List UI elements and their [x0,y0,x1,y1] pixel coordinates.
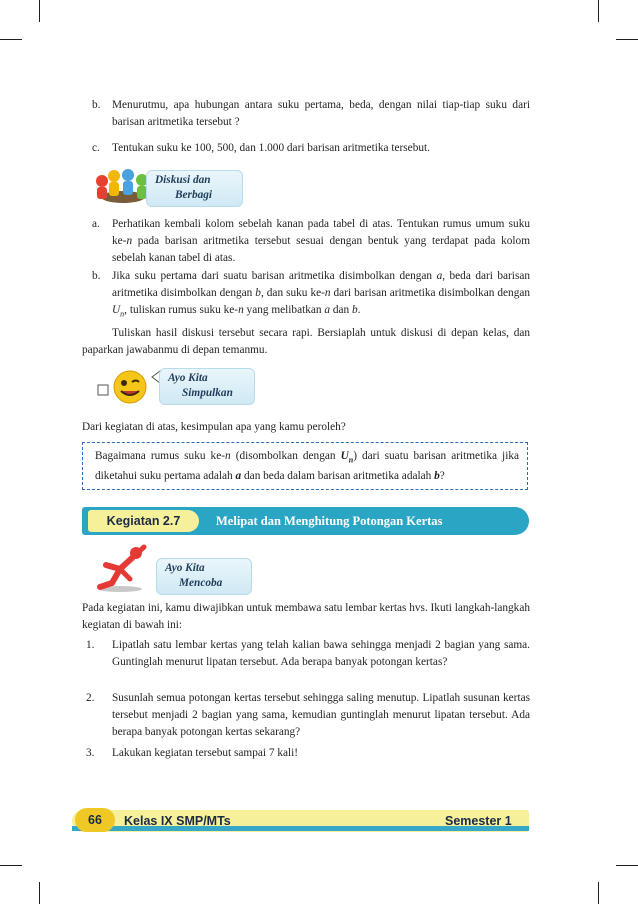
section-header-simpulkan [159,368,255,405]
text-run: dan beda dalam barisan aritmetika adalah [241,470,435,483]
text-run: (disombolkan dengan [230,450,341,462]
text-run: , beda dari barisan aritmetika disimbolkan dengan [112,270,530,299]
header-line1: Ayo Kita [168,372,208,384]
var-a: a [324,304,331,316]
list-item-b-text: Menurutmu, apa hubungan antara suku pertama, beda, dengan nilai tiap-tiap suku dari barisan aritmetika tersebut ? [112,99,530,128]
crop-mark [39,882,40,904]
paragraph-intro: Pada kegiatan ini, kamu diwajibkan untuk membawa satu lembar kertas hvs. Ikuti langkah-langkah kegiatan di bawah ini: [82,602,530,631]
var-n: n [126,235,133,247]
text-run: pada barisan aritmetika tersebut sesuai dengan bentuk yang terdapat pada kolom sebelah kanan tabel di atas. [112,235,530,264]
var-n: n [238,304,244,316]
crop-mark [598,0,599,22]
activity-title: Melipat dan Menghitung Potongan Kertas [216,514,443,528]
text-run: , tuliskan rumus suku ke- [124,304,239,316]
paragraph-hasil: Tuliskan hasil diskusi tersebut secara rapi. Bersiaplah untuk diskusi di depan kelas, dan paparkan jawabanmu di depan temanmu. [82,327,530,356]
subscript-n: n [120,309,125,319]
person-jumping-icon [92,543,152,593]
text-run: dari barisan aritmetika disimbolkan dengan [330,287,531,299]
text-run: Jika suku pertama dari suatu barisan aritmetika disimbolkan dengan [112,270,437,282]
crop-mark [0,865,22,866]
text-run: Perhatikan kembali kolom sebelah kanan pada tabel di atas. Tentukan rumus umum suku ke- [112,218,530,247]
step-text: Lipatlah satu lembar kertas yang telah kalian bawa sehingga menjadi 2 bagian yang sama. Guntinglah menurut lipatan tersebut. Ada berapa banyak potongan kertas? [112,639,530,668]
crop-mark [598,882,599,904]
question-text [95,448,519,485]
list-item-a-text [112,216,530,267]
step-number: 3. [86,747,95,759]
activity-tag: Kegiatan 2.7 [88,510,199,532]
subscript-n: n [348,455,354,465]
paragraph-kesimpulan: Dari kegiatan di atas, kesimpulan apa yang kamu peroleh? [82,421,346,433]
var-n: n [225,450,231,462]
header-line2: Simpulkan [182,387,233,399]
var-n: n [324,287,331,299]
var-a: a [436,270,443,282]
footer-book-title: Kelas IX SMP/MTs [124,814,231,828]
section-header-mencoba [156,558,252,595]
list-label-a: a. [92,218,100,230]
smiley-thumbs-up-icon [94,367,164,407]
list-label-c: c. [92,142,100,154]
header-line2: Berbagi [175,189,213,201]
step-number: 2. [86,692,95,704]
text-run: . [357,304,361,316]
var-U: U [340,450,349,462]
text-run: yang melibatkan [243,304,325,316]
list-label-b: b. [92,99,101,111]
list-item-b2-text [112,268,530,322]
text-run: dan [330,304,352,316]
step-text: Susunlah semua potongan kertas tersebut sehingga saling menutup. Lipatlah susunan kertas tersebut menjadi 2 bagian yang sama, kemudian guntinglah menurut lipatan tersebut. Ada berapa banyak potongan kertas sekarang? [112,692,530,738]
var-b: b [434,470,440,483]
step-text: Lakukan kegiatan tersebut sampai 7 kali! [112,747,299,759]
text-run: ) dari suatu barisan aritmetika jika diketahui suku pertama adalah [95,450,520,483]
text-run: , dan suku ke- [260,287,325,299]
var-a: a [235,470,242,483]
header-line1: Ayo Kita [165,562,205,574]
header-line1: Diskusi dan [155,174,211,186]
page-number: 66 [75,808,115,832]
text-run: ? [439,470,445,483]
crop-mark [616,39,638,40]
var-b: b [255,287,261,299]
crop-mark [616,865,638,866]
var-b: b [351,304,358,316]
step-number: 1. [86,639,95,651]
section-header-diskusi [146,170,243,207]
discussion-people-icon [92,167,154,205]
footer-semester: Semester 1 [445,814,512,828]
crop-mark [0,39,22,40]
text-run: Bagaimana rumus suku ke- [95,450,225,462]
list-label-b2: b. [92,270,101,282]
crop-mark [39,0,40,22]
header-line2: Mencoba [179,577,223,589]
list-item-c-text: Tentukan suku ke 100, 500, dan 1.000 dari barisan aritmetika tersebut. [112,142,430,154]
var-U: U [112,304,121,316]
